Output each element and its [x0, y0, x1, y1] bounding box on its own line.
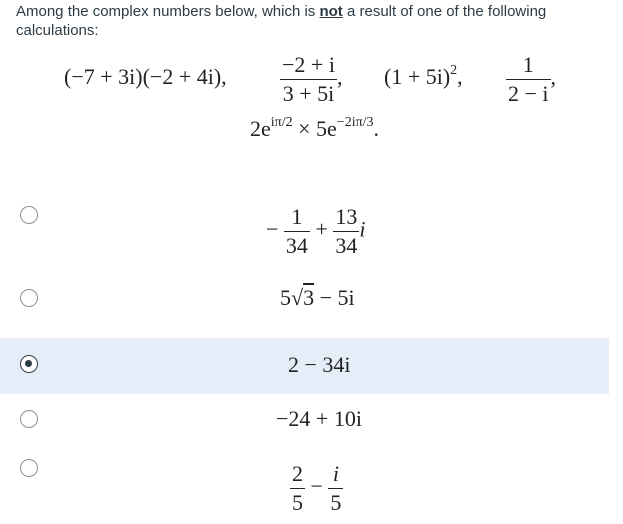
answer-2-radicand: 3: [303, 285, 315, 310]
answer-2-pre: 5: [280, 285, 291, 310]
calculation-5: [250, 116, 379, 142]
calculation-4-denominator: 2 − i: [508, 81, 549, 106]
calculation-4-numerator: 1: [506, 52, 551, 80]
answer-5-minus: −: [310, 473, 323, 499]
answer-1-fraction-1: [284, 204, 310, 259]
calculation-5-times: × 5e: [298, 116, 337, 141]
answer-1-plus: +: [315, 216, 328, 242]
question-emphasis-not: not: [319, 3, 343, 20]
answer-5-fraction-2-denominator: 5: [330, 490, 342, 515]
answer-1-fraction-1-numerator: 1: [284, 204, 310, 232]
calculation-2-denominator: 3 + 5i: [282, 81, 335, 106]
answer-option-3[interactable]: [0, 338, 609, 394]
answer-1-fraction-2-denominator: 34: [335, 233, 358, 258]
calculation-2-fraction: [280, 52, 337, 107]
calculation-5-end: .: [373, 116, 380, 141]
calculation-5-b-exponent: −2iπ/3: [336, 114, 374, 130]
answer-5-fraction-1-denominator: 5: [292, 490, 303, 515]
answer-option-2-label: [280, 285, 355, 311]
calculation-4-fraction: [506, 52, 551, 107]
answer-1-suffix: i: [359, 216, 366, 242]
answer-5-fraction-2-numerator: i: [328, 461, 343, 489]
calculation-5-a: 2e: [250, 116, 271, 141]
calculation-3-base: (1 + 5i): [384, 64, 451, 89]
answer-option-5-label: [290, 461, 343, 516]
answer-5-fraction-1: [290, 461, 305, 516]
radio-button-1[interactable]: [20, 206, 38, 224]
calculation-3: [384, 64, 463, 90]
calculation-1: (−7 + 3i)(−2 + 4i),: [64, 64, 227, 89]
calculation-2: [280, 52, 342, 107]
radio-selected-dot: [25, 360, 32, 367]
calculation-4-comma: ,: [550, 64, 557, 90]
radio-button-5[interactable]: [20, 459, 38, 477]
calculation-5-a-exponent: iπ/2: [270, 114, 293, 130]
answer-5-fraction-2: [328, 461, 343, 516]
calculation-3-exponent: 2: [450, 62, 458, 78]
radio-button-3[interactable]: [20, 355, 38, 373]
answer-option-1-label: [266, 204, 365, 259]
radio-button-4[interactable]: [20, 410, 38, 428]
answer-option-4[interactable]: [0, 398, 609, 440]
answer-option-3-label: 2 − 34i: [288, 352, 351, 377]
answer-1-minus: −: [266, 216, 279, 242]
answer-option-1[interactable]: [0, 190, 609, 258]
question-text-before: Among the complex numbers below, which is: [16, 3, 320, 20]
answer-1-fraction-2: [333, 204, 359, 259]
radio-button-2[interactable]: [20, 289, 38, 307]
question-text: [16, 2, 616, 40]
answer-option-4-label: −24 + 10i: [276, 406, 362, 431]
answer-2-radical: √: [291, 285, 304, 310]
calculation-3-comma: ,: [457, 64, 463, 89]
calculation-4: [506, 52, 556, 107]
answer-2-post: − 5i: [314, 285, 355, 310]
answer-option-5[interactable]: [0, 455, 609, 521]
calculation-2-numerator: −2 + i: [280, 52, 337, 80]
answer-option-2[interactable]: [0, 277, 609, 319]
calculation-2-comma: ,: [336, 64, 343, 90]
answer-1-fraction-1-denominator: 34: [285, 233, 308, 258]
answer-5-fraction-1-numerator: 2: [290, 461, 305, 489]
question-text-after: a result of one of the following calculations:: [16, 3, 547, 39]
answer-1-fraction-2-numerator: 13: [333, 204, 359, 232]
